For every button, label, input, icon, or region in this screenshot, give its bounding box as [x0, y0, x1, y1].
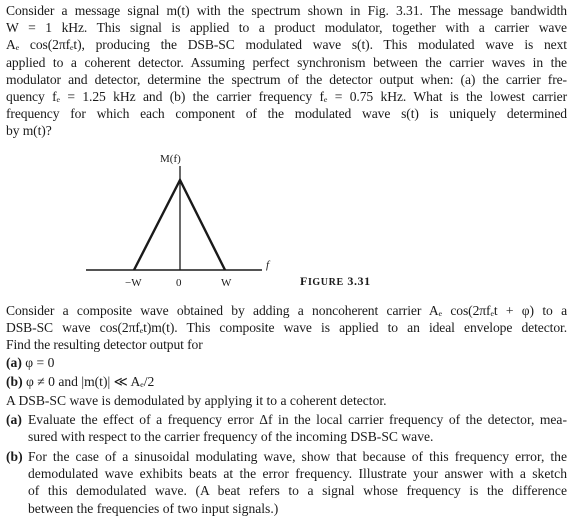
caption-smallcaps: IGURE	[307, 277, 344, 288]
text-line: Consider a composite wave obtained by adding a noncoherent carrier Aₑ cos(2πfₑt + φ) to a	[6, 303, 567, 318]
text-line: Consider a message signal m(t) with the spectrum shown in Fig. 3.31. The message bandwidth	[6, 3, 567, 18]
text-line: between the frequencies of two input signals.)	[28, 500, 279, 516]
text-line: quency fₑ = 1.25 kHz and (b) the carrier frequency fₑ = 0.75 kHz. What is the lowest carrier	[6, 89, 567, 105]
figure-caption	[300, 274, 371, 289]
text-line: W = 1 kHz. This signal is applied to a product modulator, together with a carrier wave	[6, 20, 567, 36]
text-line: applied to a coherent detector. Assuming perfect synchronism between the carrier waves in the	[6, 54, 567, 70]
text-line: Aₑ cos(2πfₑt), producing the DSB-SC modulated wave s(t). This modulated wave is next	[6, 37, 567, 53]
problem3-item-b	[6, 448, 567, 517]
item-label: (b)	[6, 374, 23, 389]
problem2-item-b	[6, 373, 154, 390]
problem-paragraph-1	[6, 2, 567, 140]
figure-ylabel: M(f)	[160, 153, 181, 165]
problem3-intro: A DSB-SC wave is demodulated by applying it to a coherent detector.	[6, 393, 387, 408]
tick-label-w: W	[221, 277, 232, 289]
item-text: φ = 0	[25, 355, 55, 370]
caption-number: 3.31	[347, 274, 371, 288]
item-text: φ ≠ 0 and |m(t)| ≪ Aₑ/2	[26, 374, 155, 389]
text-line: sured with respect to the carrier frequency of the incoming DSB-SC wave.	[28, 429, 434, 445]
text-line: by m(t)?	[6, 123, 52, 139]
figure-xlabel: f	[266, 259, 270, 271]
text-line: of this demodulated wave. (A beat refers to a signal whose frequency is the difference	[28, 483, 567, 499]
text-line: DSB-SC wave cos(2πfₑt)m(t). This composite wave is applied to an ideal envelope detector.	[6, 320, 567, 336]
text-line: modulator and detector, determine the spectrum of the detector output when: (a) the carrier fre-	[6, 71, 567, 87]
caption-prefix: F	[300, 274, 308, 288]
item-label: (a)	[6, 412, 22, 427]
problem-paragraph-2	[6, 302, 567, 354]
text-line: Find the resulting detector output for	[6, 337, 203, 353]
text-line: Evaluate the effect of a frequency error Δf in the local carrier frequency of the detector, mea-	[28, 412, 567, 427]
text-line: frequency for which each component of the modulated wave s(t) is uniquely determined	[6, 106, 567, 122]
tick-label-neg-w: −W	[125, 277, 142, 289]
spectrum-figure	[0, 150, 574, 290]
item-label: (a)	[6, 355, 22, 370]
text-line: For the case of a sinusoidal modulating wave, show that because of this frequency error, the	[28, 449, 567, 464]
problem3-item-a	[6, 411, 567, 445]
item-label: (b)	[6, 449, 23, 464]
tick-label-zero: 0	[176, 277, 182, 289]
text-line: demodulated wave exhibits beats at the error frequency. Illustrate your answer with a sketch	[28, 466, 567, 482]
problem2-item-a	[6, 354, 54, 371]
